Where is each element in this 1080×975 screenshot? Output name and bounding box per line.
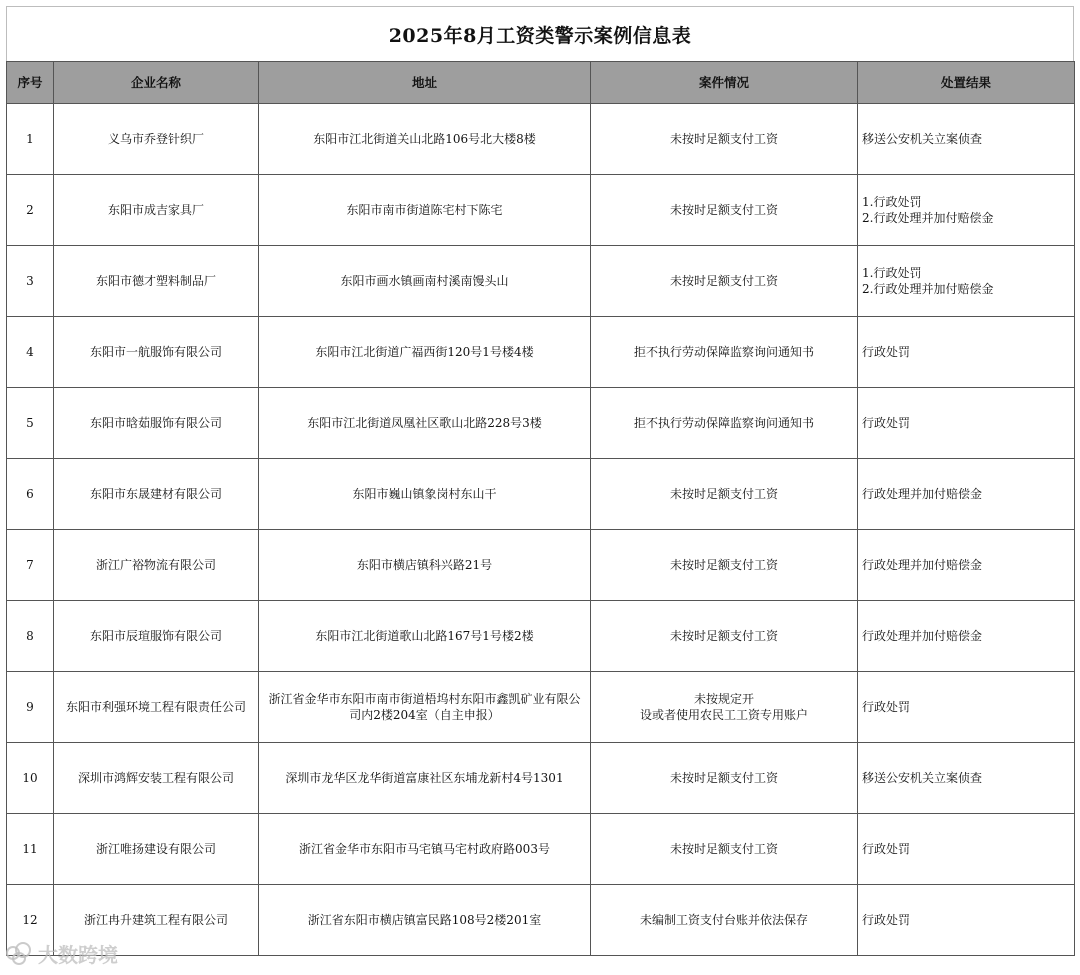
table-row: [7, 672, 1075, 743]
cell-company: 浙江冉升建筑工程有限公司: [54, 885, 259, 956]
cell-address: 东阳市画水镇画南村溪南馒头山: [259, 246, 591, 317]
cell-address: 浙江省金华市东阳市马宅镇马宅村政府路003号: [259, 814, 591, 885]
cell-no: 2: [7, 175, 54, 246]
result-line: 行政处理并加付赔偿金: [862, 487, 983, 501]
table-header-row: [7, 62, 1075, 104]
watermark-text: 大数跨境: [38, 942, 118, 967]
table-row: [7, 246, 1075, 317]
table-row: [7, 175, 1075, 246]
cell-address: 东阳市横店镇科兴路21号: [259, 530, 591, 601]
cell-no: 6: [7, 459, 54, 530]
column-header-company: 企业名称: [54, 62, 259, 104]
cell-case: 拒不执行劳动保障监察询问通知书: [591, 388, 858, 459]
cell-no: 11: [7, 814, 54, 885]
cell-company: 东阳市成吉家具厂: [54, 175, 259, 246]
result-line: 行政处罚: [862, 842, 911, 856]
cell-case: 未按时足额支付工资: [591, 743, 858, 814]
result-line: 行政处理并加付赔偿金: [862, 558, 983, 572]
result-line: 行政处罚: [862, 416, 911, 430]
cell-case: 未按规定开 设或者使用农民工工资专用账户: [591, 672, 858, 743]
cell-address: 东阳市江北街道关山北路106号北大楼8楼: [259, 104, 591, 175]
cell-no: 7: [7, 530, 54, 601]
cell-company: 东阳市利强环境工程有限责任公司: [54, 672, 259, 743]
cell-result: [858, 104, 1075, 175]
cell-address: 东阳市江北街道广福西街120号1号楼4楼: [259, 317, 591, 388]
cell-result: [858, 530, 1075, 601]
cell-no: 5: [7, 388, 54, 459]
cell-case: 未按时足额支付工资: [591, 601, 858, 672]
cell-address: 深圳市龙华区龙华街道富康社区东埔龙新村4号1301: [259, 743, 591, 814]
column-header-address: 地址: [259, 62, 591, 104]
cell-case: 未按时足额支付工资: [591, 814, 858, 885]
cell-case: 未按时足额支付工资: [591, 530, 858, 601]
table-row: [7, 885, 1075, 956]
cell-company: 东阳市东晟建材有限公司: [54, 459, 259, 530]
cell-address: 东阳市江北街道歌山北路167号1号楼2楼: [259, 601, 591, 672]
column-header-case: 案件情况: [591, 62, 858, 104]
cell-result: [858, 601, 1075, 672]
cell-company: 浙江唯扬建设有限公司: [54, 814, 259, 885]
result-line: 行政处罚: [862, 700, 911, 714]
cell-case: 未按时足额支付工资: [591, 175, 858, 246]
column-header-result: 处置结果: [858, 62, 1075, 104]
cell-no: 3: [7, 246, 54, 317]
cell-company: 东阳市一航服饰有限公司: [54, 317, 259, 388]
result-line: 行政处理并加付赔偿金: [862, 629, 983, 643]
case-table: [6, 61, 1075, 956]
cell-address: 浙江省金华市东阳市南市街道梧坞村东阳市鑫凯矿业有限公司内2楼204室（自主申报）: [259, 672, 591, 743]
result-line: 2.行政处理并加付赔偿金: [862, 211, 994, 225]
cell-address: 东阳市江北街道凤凰社区歌山北路228号3楼: [259, 388, 591, 459]
cell-company: 浙江广裕物流有限公司: [54, 530, 259, 601]
table-row: [7, 388, 1075, 459]
cell-address: 东阳市巍山镇象岗村东山干: [259, 459, 591, 530]
cell-result: [858, 814, 1075, 885]
table-row: [7, 601, 1075, 672]
cell-result: [858, 175, 1075, 246]
watermark: [6, 936, 118, 970]
cell-result: [858, 885, 1075, 956]
table-row: [7, 743, 1075, 814]
cell-no: 8: [7, 601, 54, 672]
column-header-no: 序号: [7, 62, 54, 104]
cell-case: 拒不执行劳动保障监察询问通知书: [591, 317, 858, 388]
cell-no: 10: [7, 743, 54, 814]
cell-result: [858, 459, 1075, 530]
case-info-sheet: [6, 6, 1074, 956]
result-line: 移送公安机关立案侦查: [862, 771, 983, 785]
cell-case: 未按时足额支付工资: [591, 104, 858, 175]
cell-company: 深圳市鸿辉安装工程有限公司: [54, 743, 259, 814]
cell-result: [858, 317, 1075, 388]
cell-company: 东阳市辰瑄服饰有限公司: [54, 601, 259, 672]
cell-case: 未编制工资支付台账并依法保存: [591, 885, 858, 956]
result-line: 2.行政处理并加付赔偿金: [862, 282, 994, 296]
table-row: [7, 317, 1075, 388]
brand-logo-icon: [6, 942, 32, 964]
cell-company: 东阳市晗茹服饰有限公司: [54, 388, 259, 459]
cell-address: 东阳市南市街道陈宅村下陈宅: [259, 175, 591, 246]
cell-result: [858, 246, 1075, 317]
cell-no: 1: [7, 104, 54, 175]
cell-case: 未按时足额支付工资: [591, 459, 858, 530]
cell-address: 浙江省东阳市横店镇富民路108号2楼201室: [259, 885, 591, 956]
cell-result: [858, 672, 1075, 743]
sheet-title: 2025年8月工资类警示案例信息表: [6, 6, 1074, 61]
cell-company: 东阳市德才塑料制品厂: [54, 246, 259, 317]
result-line: 1.行政处罚: [862, 266, 922, 280]
table-row: [7, 104, 1075, 175]
cell-result: [858, 388, 1075, 459]
cell-case: 未按时足额支付工资: [591, 246, 858, 317]
result-line: 行政处罚: [862, 345, 911, 359]
table-body: [7, 104, 1075, 956]
result-line: 行政处罚: [862, 913, 911, 927]
cell-no: 9: [7, 672, 54, 743]
table-row: [7, 459, 1075, 530]
result-line: 1.行政处罚: [862, 195, 922, 209]
cell-no: 4: [7, 317, 54, 388]
table-row: [7, 814, 1075, 885]
table-row: [7, 530, 1075, 601]
cell-result: [858, 743, 1075, 814]
cell-company: 义乌市乔登针织厂: [54, 104, 259, 175]
result-line: 移送公安机关立案侦查: [862, 132, 983, 146]
cell-no: 12: [7, 885, 54, 956]
